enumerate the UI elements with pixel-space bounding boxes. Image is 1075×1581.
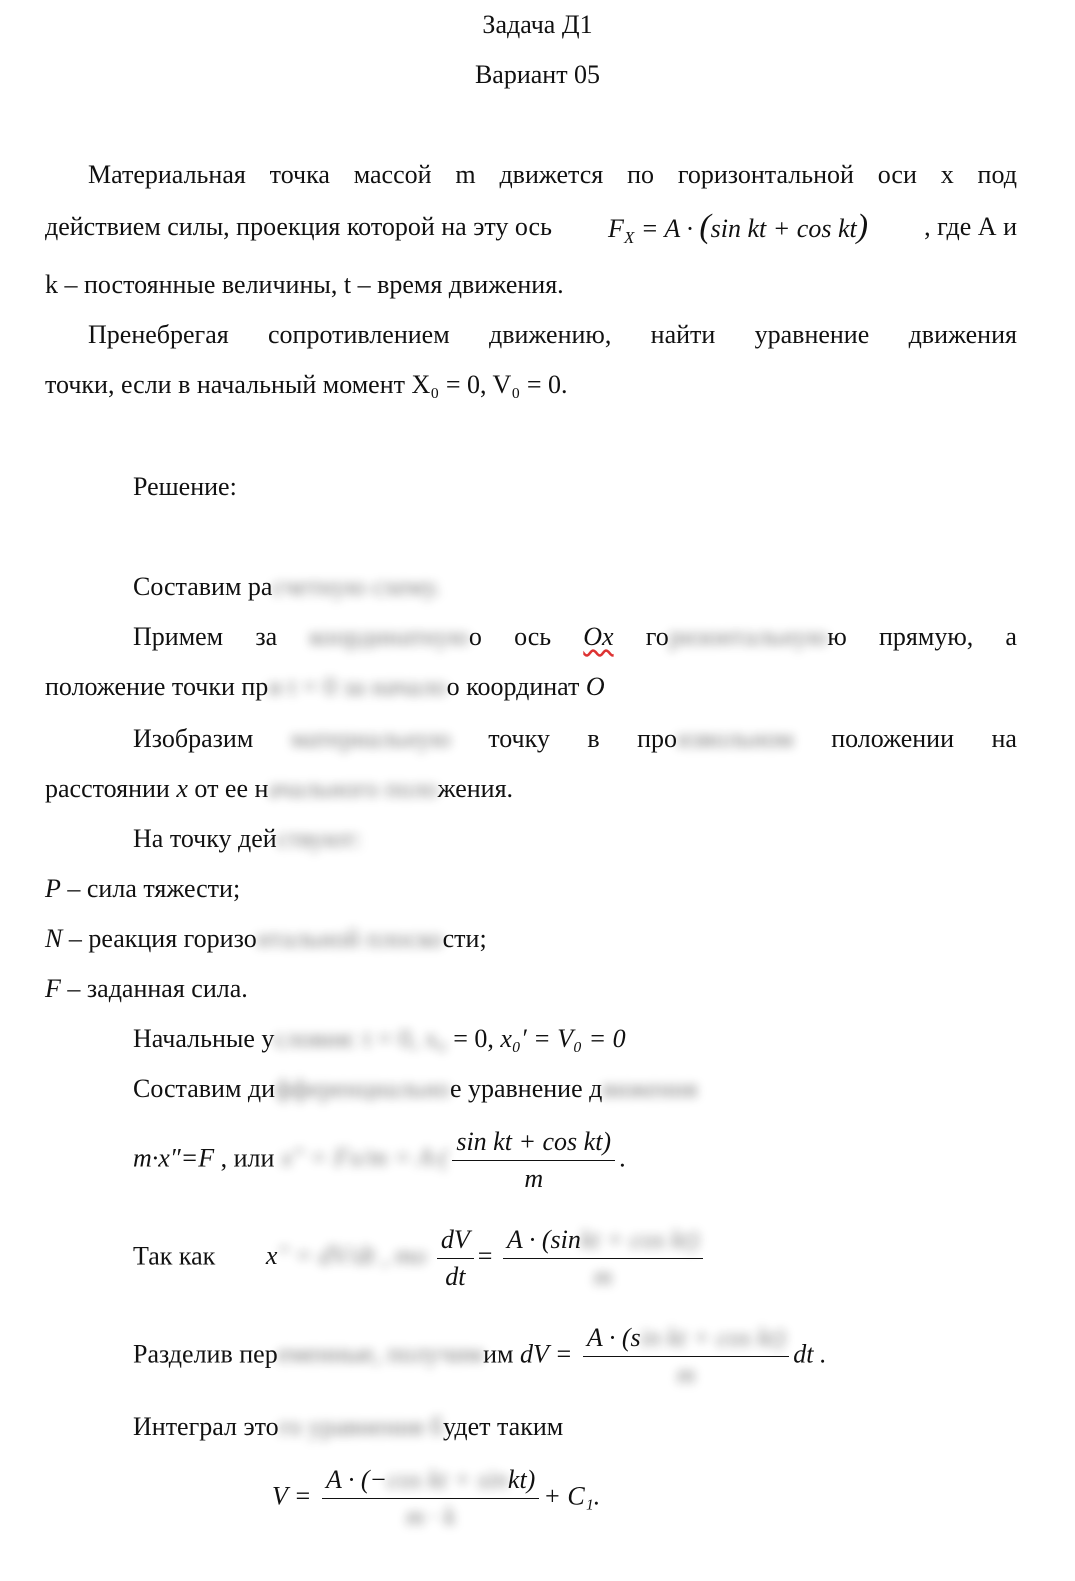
punct: . (619, 1143, 626, 1173)
variant-label: Вариант 05 (474, 60, 601, 89)
equation-4 (272, 1462, 600, 1535)
integral-intro (133, 1410, 563, 1444)
word: го (645, 622, 669, 651)
text: им (483, 1339, 514, 1369)
blurred-formula: in kt + cos kt) (640, 1323, 786, 1352)
velocity: V = (272, 1481, 312, 1511)
blurred-formula: ″ = dV/dt , то (277, 1241, 427, 1271)
solution-line-6 (133, 822, 362, 856)
fraction (322, 1462, 539, 1535)
word: под (977, 160, 1017, 189)
word: за (255, 622, 278, 651)
blurred-text: счетную схему. (272, 572, 441, 601)
text: На точку дей (133, 824, 277, 853)
text: = 0, (453, 1024, 494, 1053)
text: Разделив пер (133, 1339, 278, 1369)
word: ю (827, 622, 847, 651)
text: Начальные у (133, 1024, 275, 1053)
blurred-formula: cos kt + sin (387, 1465, 508, 1494)
blurred-text: нтальной плоско (256, 924, 443, 953)
constant: + C₁. (543, 1481, 601, 1511)
word: горизонтальной (677, 160, 854, 189)
problem-line-5: точки, если в начальный момент X₀ = 0, V₀ = 0. (45, 370, 568, 399)
text: удет таким (443, 1412, 564, 1441)
word: Примем (133, 622, 224, 651)
force-symbol: F (45, 974, 61, 1003)
solution-line-4 (133, 722, 1017, 756)
word: сопротивлением (268, 320, 450, 349)
numerator: A · (− (325, 1465, 388, 1494)
problem-line-2 (45, 210, 1017, 255)
differential: dV = (519, 1339, 573, 1369)
force-formula: $F_X = A \cdot (\sin$ kt + cos kt) (608, 208, 869, 248)
word: точку (488, 724, 550, 753)
blurred-text: ризонтальную (668, 622, 828, 651)
problem-line-4 (88, 318, 1017, 352)
word: положении (831, 724, 954, 753)
fraction (583, 1320, 789, 1393)
force-text: – сила тяжести; (60, 874, 241, 903)
blurred-text: го уравнения б (278, 1412, 443, 1441)
word: движения (908, 320, 1017, 349)
word: Пренебрегая (88, 320, 229, 349)
numerator: dV (437, 1222, 474, 1259)
text: от ее н (194, 774, 269, 803)
blurred-text: словия: t = 0, x₀ (274, 1024, 447, 1053)
word: на (991, 724, 1017, 753)
word: а (1005, 622, 1017, 651)
equals: = (477, 1241, 493, 1271)
numerator: A · (sin (506, 1225, 581, 1254)
text: , или (214, 1143, 275, 1173)
force-symbol: P (45, 874, 61, 903)
solution-line-3 (45, 670, 605, 704)
word: по (627, 160, 654, 189)
word: m (455, 160, 476, 189)
solution-heading: Решение: (133, 472, 237, 501)
word: прямую, (879, 622, 974, 651)
blurred-text: ачального поло (268, 774, 438, 803)
blurred-formula: kt + cos kt) (580, 1225, 699, 1254)
fraction (452, 1124, 615, 1197)
force-item-reaction (45, 922, 487, 956)
text: положение точки пр (45, 672, 269, 701)
word: точка (269, 160, 330, 189)
word: найти (650, 320, 716, 349)
numerator: sin kt + cos kt) (452, 1124, 615, 1161)
problem-line-1 (88, 158, 1017, 192)
equation-2 (133, 1222, 707, 1295)
blurred-text: координатную (309, 622, 469, 651)
denominator: dt (445, 1262, 466, 1291)
solution-line-5 (45, 772, 513, 806)
origin-symbol: O (585, 672, 605, 701)
text: действием силы, проекция которой на эту ось (45, 212, 552, 241)
blurred-text: вижения (602, 1074, 698, 1103)
word: Материальная (88, 160, 246, 189)
word: уравнение (754, 320, 870, 349)
newton-law: m·x″=F (133, 1143, 215, 1173)
text: Составим ди (133, 1074, 276, 1103)
blurred-text: и t = 0 за начало (268, 672, 447, 701)
text: жения. (437, 774, 514, 803)
fraction (437, 1222, 474, 1295)
solution-line-1 (133, 570, 441, 604)
force-item-applied (45, 972, 248, 1006)
text: о координат (446, 672, 580, 701)
initial-velocity: x₀′ = V₀ = 0 (500, 1024, 626, 1053)
force-text: – заданная сила. (60, 974, 248, 1003)
differential: dt . (793, 1339, 827, 1369)
text: Интеграл это (133, 1412, 279, 1441)
numerator: A · (s (586, 1323, 641, 1352)
equation-3 (133, 1320, 826, 1393)
force-text: – реакция горизо (62, 924, 257, 953)
text: расстоянии (45, 774, 170, 803)
blurred-text: материальную (290, 724, 451, 753)
blurred-formula: x″ = Fx/m = A·( (280, 1143, 449, 1173)
problem-line-3: k – постоянные величины, t – время движения. (45, 270, 564, 299)
word: движению, (489, 320, 612, 349)
fraction (503, 1222, 703, 1295)
word: Изобразим (133, 724, 254, 753)
denominator: m (524, 1164, 544, 1193)
equation-1 (133, 1124, 626, 1197)
word: оси (877, 160, 917, 189)
word: x (940, 160, 954, 189)
variable-x: x (265, 1241, 278, 1271)
blurred-text: ствуют: (276, 824, 362, 853)
variable-x: x (176, 774, 188, 803)
force-symbol: N (45, 924, 63, 953)
word: о (468, 622, 482, 651)
task-title: Задача Д1 (482, 10, 593, 39)
text: , где А и (924, 212, 1017, 241)
blurred-denominator: m (593, 1262, 613, 1291)
solution-line-2 (133, 620, 1017, 654)
text: Так как (133, 1241, 216, 1271)
axis-symbol: Ox (583, 622, 614, 651)
initial-conditions (133, 1022, 626, 1056)
diff-eq-intro (133, 1072, 698, 1106)
text: е уравнение д (449, 1074, 603, 1103)
blurred-text: еменные, получим (277, 1339, 484, 1369)
word: ось (514, 622, 552, 651)
force-item-gravity (45, 872, 240, 906)
force-text: сти; (442, 924, 487, 953)
word: массой (353, 160, 432, 189)
word: движется (499, 160, 604, 189)
word: в (587, 724, 600, 753)
text: Составим ра (133, 572, 273, 601)
word: про (637, 724, 678, 753)
blurred-text: извольном (677, 724, 794, 753)
numerator: kt) (507, 1465, 536, 1494)
blurred-denominator: m (676, 1360, 696, 1389)
blurred-text: фференциально (275, 1074, 450, 1103)
blurred-denominator: m · k (405, 1502, 456, 1531)
